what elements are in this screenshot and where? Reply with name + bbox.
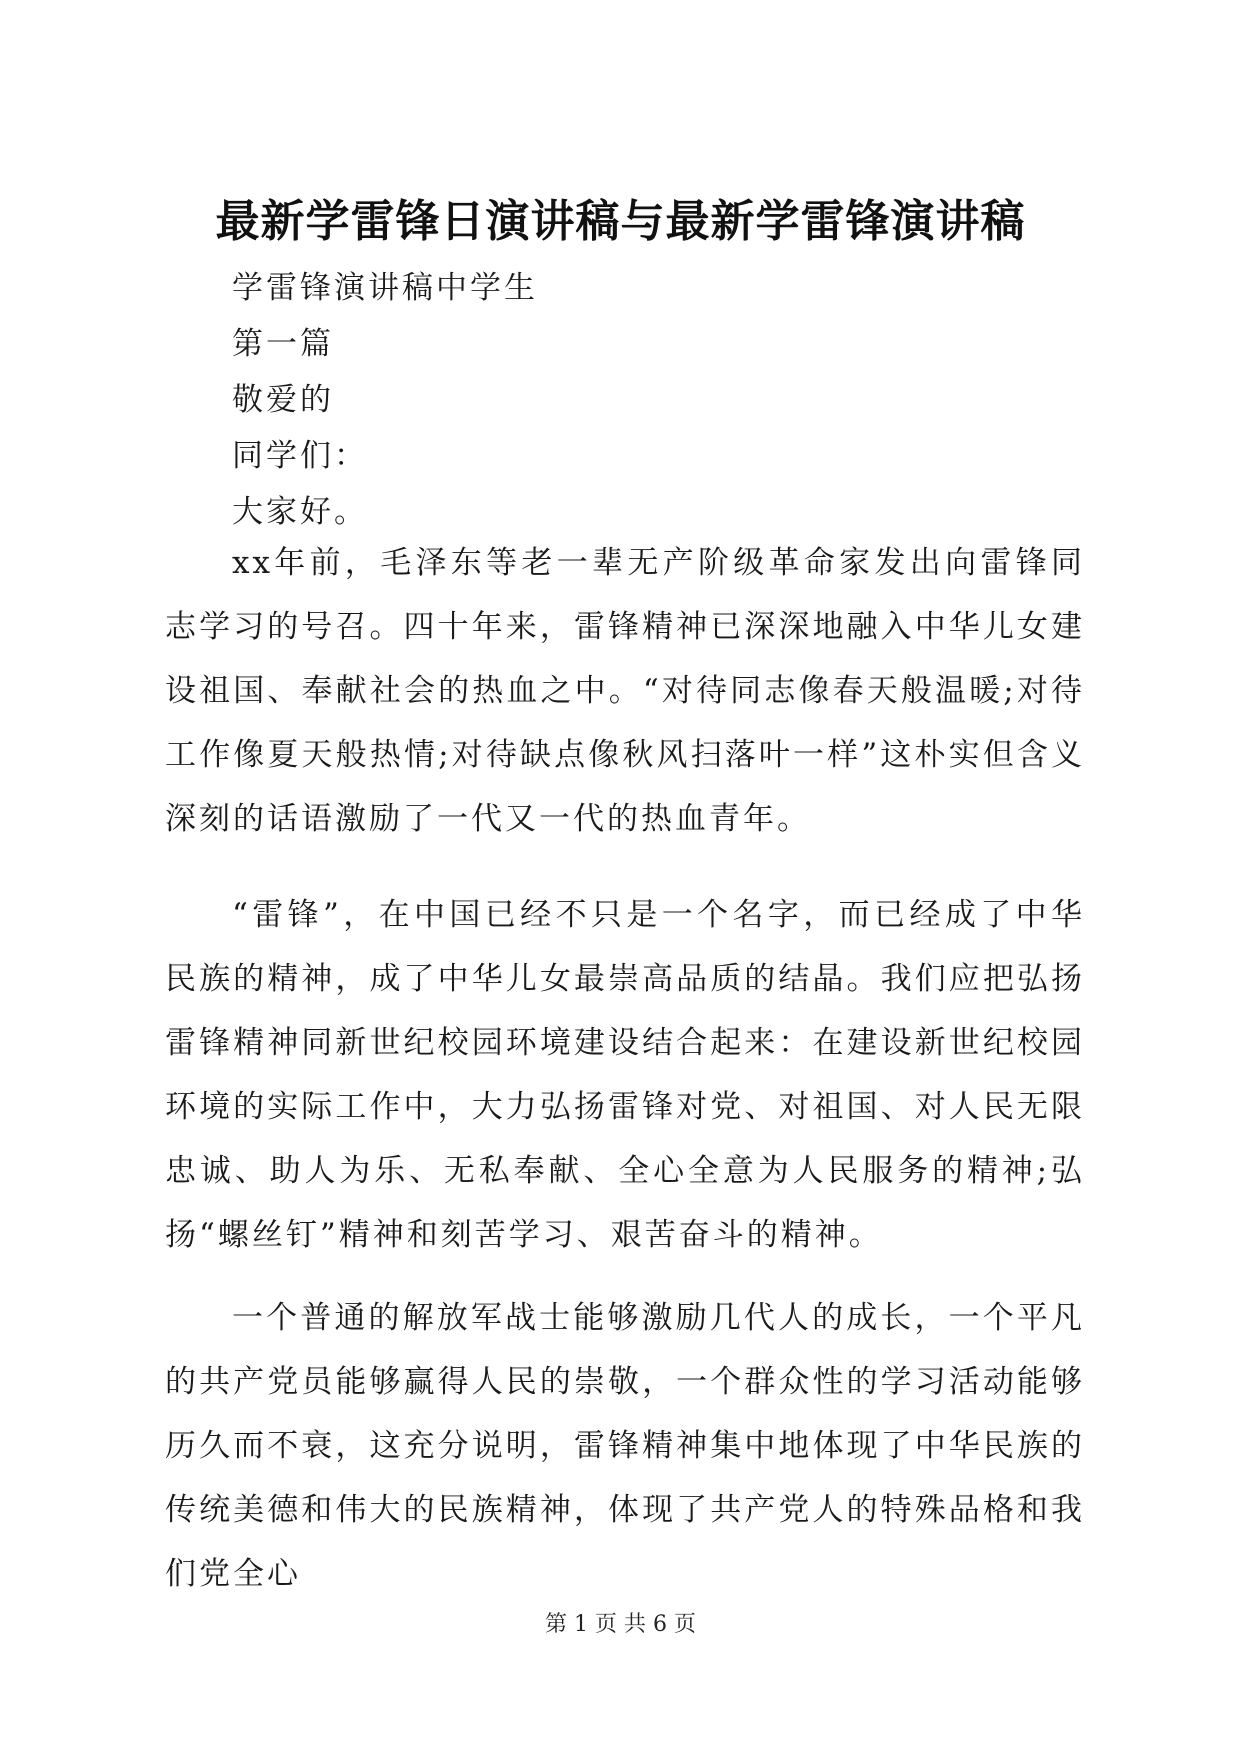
document-subtitle: 学雷锋演讲稿中学生 bbox=[232, 270, 538, 306]
page-footer: 第 1 页 共 6 页 bbox=[545, 1612, 696, 1637]
salutation-line-2: 同学们： bbox=[232, 438, 368, 474]
body-paragraph-1: xx年前，毛泽东等老一辈无产阶级革命家发出向雷锋同志学习的号召。四十年来，雷锋精神已深深地融入中华儿女建设祖国、奉献社会的热血之中。“对待同志像春天般温暖;对待工作像夏天般热情;对待缺点像秋风扫落叶一样”这朴实但含义深刻的话语激励了一代又一代的热血青年。 bbox=[165, 545, 1085, 837]
body-paragraph-3: 一个普通的解放军战士能够激励几代人的成长，一个平凡的共产党员能够赢得人民的崇敬，一个群众性的学习活动能够历久而不衰，这充分说明，雷锋精神集中地体现了中华民族的传统美德和伟大的民族精神，体现了共产党人的特殊品格和我们党全心 bbox=[165, 1300, 1085, 1592]
section-heading: 第一篇 bbox=[232, 326, 334, 362]
greeting-line: 大家好。 bbox=[232, 494, 368, 530]
salutation-line-1: 敬爱的 bbox=[232, 382, 334, 418]
document-title: 最新学雷锋日演讲稿与最新学雷锋演讲稿 bbox=[215, 196, 1026, 247]
body-paragraph-2: “雷锋”，在中国已经不只是一个名字，而已经成了中华民族的精神，成了中华儿女最崇高品质的结晶。我们应把弘扬雷锋精神同新世纪校园环境建设结合起来：在建设新世纪校园环境的实际工作中，大力弘扬雷锋对党、对祖国、对人民无限忠诚、助人为乐、无私奉献、全心全意为人民服务的精神;弘扬“螺丝钉”精神和刻苦学习、艰苦奋斗的精神。 bbox=[165, 897, 1085, 1253]
